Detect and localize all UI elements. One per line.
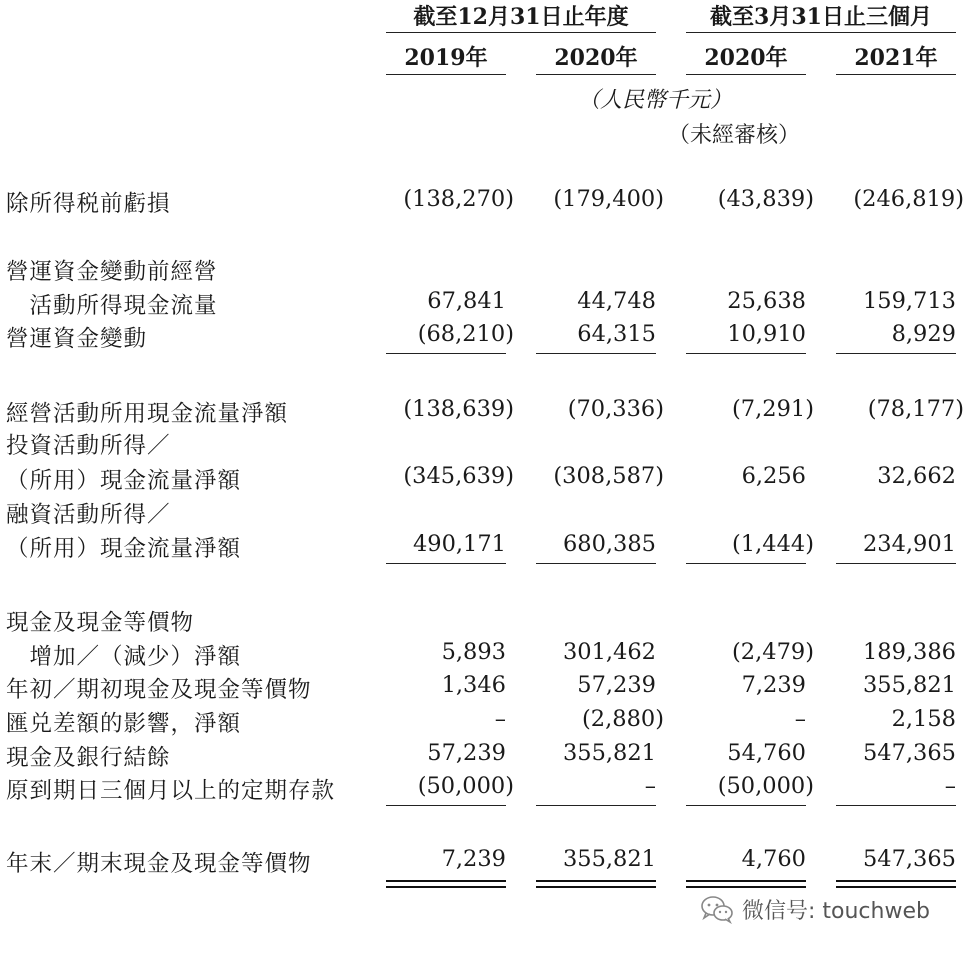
cell-2020: (179,400) xyxy=(553,186,664,212)
cell-2020-q1: (2,479) xyxy=(732,639,814,665)
cell-2019: – xyxy=(494,706,506,732)
cell-2020: (308,587) xyxy=(553,463,664,489)
cell-2019: 5,893 xyxy=(441,639,506,665)
cell-2021-q1: 355,821 xyxy=(862,672,956,698)
cell-2020-q1: 4,760 xyxy=(741,846,806,872)
row-label: （所用）現金流量淨額 xyxy=(6,468,242,494)
cell-2020-q1: 6,256 xyxy=(741,463,806,489)
row-label: （所用）現金流量淨額 xyxy=(6,536,242,562)
row-label: 融資活動所得／ xyxy=(6,502,171,528)
subtotal-rule xyxy=(536,353,656,354)
subtotal-rule xyxy=(836,805,956,806)
row-label: 增加／（減少）淨額 xyxy=(6,644,242,670)
cell-2020-q1: 7,239 xyxy=(741,672,806,698)
quarter-period-header: 截至3月31日止三個月 xyxy=(686,2,956,33)
row-label: 經營活動所用現金流量淨額 xyxy=(6,401,289,427)
cell-2020-q1: (50,000) xyxy=(717,773,814,799)
row-label: 原到期日三個月以上的定期存款 xyxy=(6,778,336,804)
row-label: 年初／期初現金及現金等價物 xyxy=(6,677,312,703)
subtotal-rule xyxy=(686,805,806,806)
subtotal-rule xyxy=(386,353,506,354)
cell-2019: (68,210) xyxy=(417,321,514,347)
cell-2020: 355,821 xyxy=(562,740,656,766)
currency-unit-note: （人民幣千元） xyxy=(578,88,733,113)
total-double-rule xyxy=(686,880,806,888)
subtotal-rule xyxy=(386,563,506,564)
subtotal-rule xyxy=(686,563,806,564)
cell-2021-q1: 159,713 xyxy=(862,288,956,314)
watermark-text: 微信号: touchweb xyxy=(742,898,930,924)
cell-2020: (70,336) xyxy=(567,396,664,422)
year-header-2020-q1: 2020年 xyxy=(686,42,806,75)
cell-2021-q1: (246,819) xyxy=(853,186,964,212)
cell-2020-q1: 25,638 xyxy=(727,288,806,314)
cell-2020-q1: (1,444) xyxy=(732,531,814,557)
cell-2020: (2,880) xyxy=(582,706,664,732)
unaudited-note: （未經審核） xyxy=(668,123,801,148)
cell-2020: 64,315 xyxy=(577,321,656,347)
cell-2019: (138,270) xyxy=(403,186,514,212)
cell-2019: 490,171 xyxy=(412,531,506,557)
cell-2019: 7,239 xyxy=(441,846,506,872)
row-label: 營運資金變動 xyxy=(6,326,148,352)
total-double-rule xyxy=(836,880,956,888)
subtotal-rule xyxy=(536,805,656,806)
total-double-rule xyxy=(386,880,506,888)
cell-2019: 67,841 xyxy=(427,288,506,314)
total-double-rule xyxy=(536,880,656,888)
cell-2019: (50,000) xyxy=(417,773,514,799)
year-header-2020-annual: 2020年 xyxy=(536,42,656,75)
cell-2020-q1: – xyxy=(794,706,806,732)
cell-2021-q1: 547,365 xyxy=(862,846,956,872)
cell-2021-q1: 547,365 xyxy=(862,740,956,766)
subtotal-rule xyxy=(836,563,956,564)
row-label: 現金及銀行結餘 xyxy=(6,745,171,771)
cell-2021-q1: 189,386 xyxy=(862,639,956,665)
cell-2019: (345,639) xyxy=(403,463,514,489)
annual-period-header: 截至12月31日止年度 xyxy=(386,2,656,33)
cell-2020: – xyxy=(644,773,656,799)
cell-2021-q1: 32,662 xyxy=(877,463,956,489)
row-label: 年末／期末現金及現金等價物 xyxy=(6,851,312,877)
cell-2021-q1: 2,158 xyxy=(891,706,956,732)
cell-2020-q1: (43,839) xyxy=(717,186,814,212)
row-label: 匯兑差額的影響，淨額 xyxy=(6,711,242,737)
row-label: 營運資金變動前經營 xyxy=(6,259,218,285)
cell-2020-q1: (7,291) xyxy=(732,396,814,422)
cell-2020: 57,239 xyxy=(577,672,656,698)
cell-2019: (138,639) xyxy=(403,396,514,422)
row-label: 活動所得現金流量 xyxy=(6,293,218,319)
cell-2020: 301,462 xyxy=(562,639,656,665)
subtotal-rule xyxy=(836,353,956,354)
cell-2020-q1: 10,910 xyxy=(727,321,806,347)
wechat-icon xyxy=(700,894,734,924)
cell-2020-q1: 54,760 xyxy=(727,740,806,766)
cell-2020: 355,821 xyxy=(562,846,656,872)
subtotal-rule xyxy=(536,563,656,564)
cell-2020: 680,385 xyxy=(562,531,656,557)
cell-2021-q1: 8,929 xyxy=(891,321,956,347)
subtotal-rule xyxy=(386,805,506,806)
wechat-watermark xyxy=(700,892,930,926)
cell-2021-q1: – xyxy=(944,773,956,799)
cell-2019: 57,239 xyxy=(427,740,506,766)
cell-2020: 44,748 xyxy=(577,288,656,314)
cell-2021-q1: (78,177) xyxy=(867,396,964,422)
row-label: 現金及現金等價物 xyxy=(6,610,195,636)
year-header-2021-q1: 2021年 xyxy=(836,42,956,75)
year-header-2019: 2019年 xyxy=(386,42,506,75)
subtotal-rule xyxy=(686,353,806,354)
cell-2021-q1: 234,901 xyxy=(862,531,956,557)
row-label: 投資活動所得／ xyxy=(6,433,171,459)
row-label: 除所得税前虧損 xyxy=(6,191,171,217)
cell-2019: 1,346 xyxy=(441,672,506,698)
